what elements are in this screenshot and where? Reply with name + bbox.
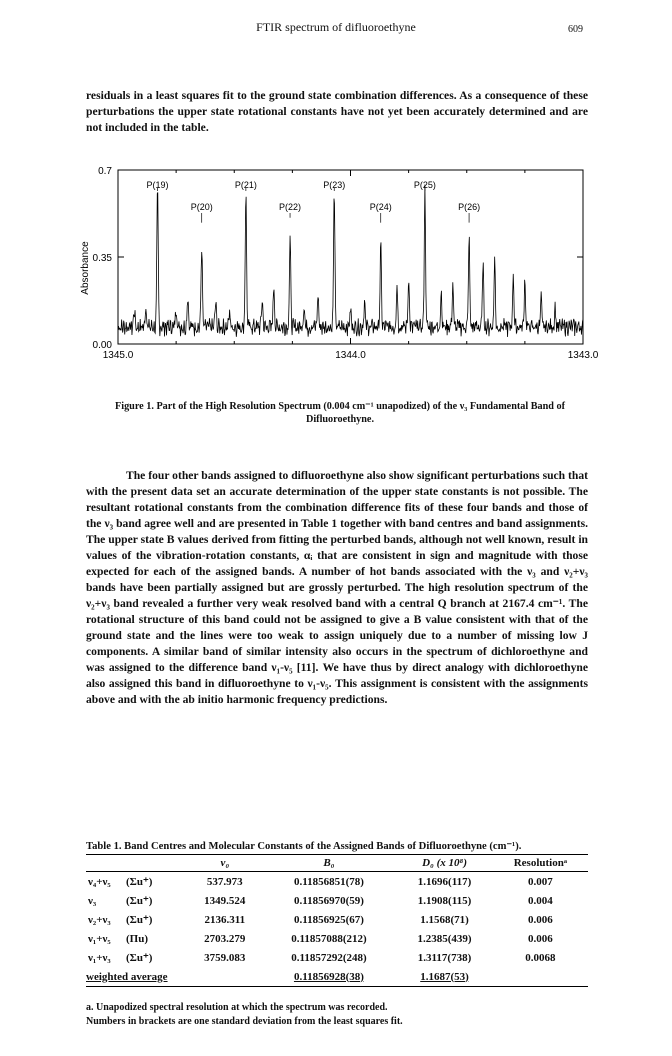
average-cell: 0.11856928(38) (262, 967, 397, 987)
cell-d0: 1.1908(115) (417, 894, 472, 907)
peak-annotations (147, 180, 481, 223)
cell-v0: 537.973 (206, 875, 243, 888)
cell-sym: (Σu⁺) (126, 895, 153, 907)
table-note-a: a. Unapodized spectral resolution at which the spectrum was recorded. (86, 1002, 388, 1013)
cell-band: ν₁+ν₃ (88, 951, 111, 964)
cell-res: 0.006 (528, 932, 553, 945)
cell-res: 0.006 (528, 913, 553, 926)
cell-d0: 1.3117(738) (417, 951, 472, 964)
running-header-title: FTIR spectrum of difluoroethyne (256, 20, 416, 34)
cell-res: 0.0068 (525, 951, 556, 964)
x-tick-label: 1344.0 (335, 350, 366, 361)
cell-d0: 1.2385(439) (417, 932, 472, 945)
peak-label: P(22) (279, 202, 302, 212)
y-tick-label: 0.00 (92, 340, 112, 351)
cell-sym: (Πu) (126, 932, 148, 945)
cell-band: ν₂+ν₃ (88, 913, 111, 926)
cell-res: 0.004 (528, 894, 553, 907)
cell-band: ν₄+ν₅ (88, 875, 111, 888)
peak-label: P(19) (146, 180, 169, 190)
table-header-band (86, 855, 188, 872)
cell-band: ν₃ (88, 894, 97, 907)
table-header-d0: D₀ (x 10⁸) (396, 855, 493, 872)
band-constants-table (86, 854, 588, 987)
cell-d0: 1.1696(117) (417, 875, 472, 888)
average-cell (493, 967, 588, 987)
cell-v0: 2136.311 (204, 913, 246, 926)
cell-sym: (Σu⁺) (126, 914, 153, 926)
table-caption: Table 1. Band Centres and Molecular Constants of the Assigned Bands of Difluoroethyne (cm⁻¹). (86, 841, 522, 852)
peak-label: P(20) (190, 202, 213, 212)
y-tick-label: 0.7 (98, 166, 112, 177)
average-cell: 1.1687(53) (396, 967, 493, 987)
cell-v0: 2703.279 (204, 932, 246, 945)
cell-band: ν₁+ν₅ (88, 932, 111, 945)
average-cell: weighted average (86, 967, 262, 987)
y-axis-label: Absorbance (80, 241, 91, 295)
cell-v0: 3759.083 (204, 951, 246, 964)
figure-label: Figure 1. (115, 401, 154, 412)
peak-label: P(24) (369, 202, 392, 212)
peak-label: P(21) (234, 180, 257, 190)
table-header-v0: ν₀ (188, 855, 262, 872)
paragraph-main: The four other bands assigned to difluoroethyne also show significant perturbations such that with the present data set an accurate determination of the upper state constants is not possible. The resultant rotational constants from the combination difference fits of these four bands and those of the ν₃ band agree well and are presented in Table 1 together with band centres and band assignments. The upper state B values derived from fitting the perturbed bands, although not well known, result in values of the vibration-rotation constants, αᵢ that are consistent in sign and magnitude with those expected for each of the assigned bands. A number of hot bands associated with the ν₃ and ν₂+ν₃ bands have been partially assigned but are grossly perturbed. The high resolution spectrum of the ν₂+ν₃ band revealed a further very weak resolved band with a central Q branch at 2167.4 cm⁻¹. The rotational structure of this band could not be assigned to give a B value consistent with that of the ground state and the lines were too weak to assign uniquely due to a number of missing low J components. A similar band of similar intensity also occurs in the spectrum of dichloroethyne and was assigned to the difference band ν₁-ν₅ [11]. We have thus by direct analogy with dichloroethyne also assigned this band in difluoroethyne to ν₁-ν₅. This assignment is consistent with the assignments above and with the ab initio harmonic frequency predictions. (86, 469, 588, 706)
table-row (86, 872, 588, 892)
peak-label: P(26) (458, 202, 481, 212)
cell-res: 0.007 (528, 875, 553, 888)
table-row (86, 891, 588, 910)
x-tick-label: 1343.0 (567, 350, 598, 361)
chart-axes (118, 170, 583, 344)
spectrum-line (118, 184, 583, 337)
chart-ticks (118, 170, 583, 344)
y-tick-label: 0.35 (92, 253, 112, 264)
table-note-b: Numbers in brackets are one standard deviation from the least squares fit. (86, 1016, 403, 1027)
table-row (86, 910, 588, 929)
peak-label: P(25) (413, 180, 436, 190)
cell-b0: 0.11856925(67) (293, 913, 364, 926)
cell-v0: 1349.524 (204, 894, 246, 907)
cell-sym: (Σu⁺) (126, 952, 153, 964)
x-tick-label: 1345.0 (102, 350, 134, 361)
spectrum-chart (78, 158, 598, 388)
cell-sym: (Σu⁺) (126, 876, 153, 888)
figure-caption (100, 400, 580, 426)
cell-b0: 0.11857088(212) (291, 932, 367, 945)
cell-b0: 0.11857292(248) (291, 951, 367, 964)
cell-b0: 0.11856970(59) (293, 894, 364, 907)
table-header-b0: B₀ (262, 855, 397, 872)
table-row (86, 948, 588, 967)
plot-frame (118, 170, 583, 344)
table-header-resolution: Resolutionᵃ (493, 855, 588, 872)
cell-b0: 0.11856851(78) (293, 875, 364, 888)
page-number: 609 (568, 24, 583, 35)
table-row (86, 929, 588, 948)
paragraph-top: residuals in a least squares fit to the ground state combination differences. As a consequence of these perturbations the upper state rotational constants have not yet been accurately determined and are not included in the table. (86, 89, 588, 134)
peak-label: P(23) (323, 180, 346, 190)
table-row-average (86, 967, 588, 987)
figure-text: Part of the High Resolution Spectrum (0.004 cm⁻¹ unapodized) of the ν₃ Fundamental Band of Difluoroethyne. (156, 401, 565, 425)
table-header-row (86, 855, 588, 872)
cell-d0: 1.1568(71) (420, 913, 469, 926)
